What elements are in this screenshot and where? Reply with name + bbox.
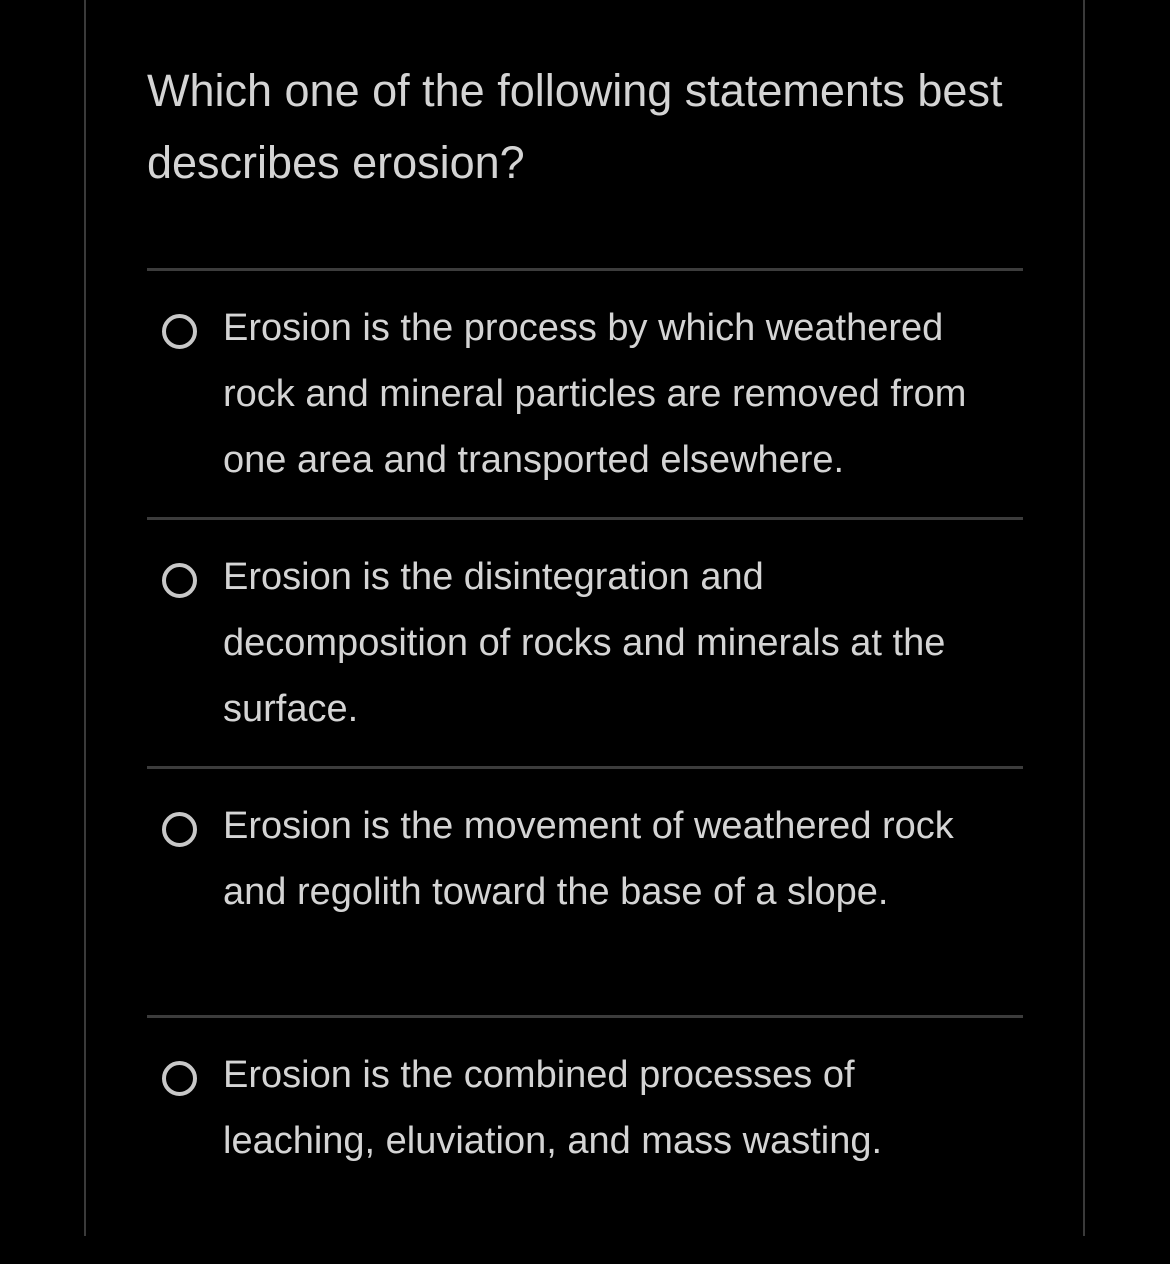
- answer-label[interactable]: Erosion is the disintegration and decomposition of rocks and minerals at the surface.: [223, 556, 946, 730]
- question-card: [147, 0, 1023, 1236]
- radio-unchecked-icon[interactable]: [162, 314, 197, 349]
- answer-label[interactable]: Erosion is the combined processes of leaching, eluviation, and mass wasting.: [223, 1054, 883, 1162]
- page-border-right: [1083, 0, 1085, 1236]
- radio-unchecked-icon[interactable]: [162, 563, 197, 598]
- answer-option-3[interactable]: [147, 766, 1023, 1015]
- answer-list: [147, 268, 1023, 1264]
- answer-option-1[interactable]: [147, 268, 1023, 517]
- radio-unchecked-icon[interactable]: [162, 1061, 197, 1096]
- question-text: Which one of the following statements best describes erosion?: [147, 65, 1003, 188]
- answer-option-2[interactable]: [147, 517, 1023, 766]
- answer-option-4[interactable]: [147, 1015, 1023, 1264]
- answer-label[interactable]: Erosion is the process by which weathered rock and mineral particles are removed from one area and transported elsewhere.: [223, 307, 967, 481]
- answer-label[interactable]: Erosion is the movement of weathered rock and regolith toward the base of a slope.: [223, 805, 954, 913]
- radio-unchecked-icon[interactable]: [162, 812, 197, 847]
- page-border-left: [84, 0, 86, 1236]
